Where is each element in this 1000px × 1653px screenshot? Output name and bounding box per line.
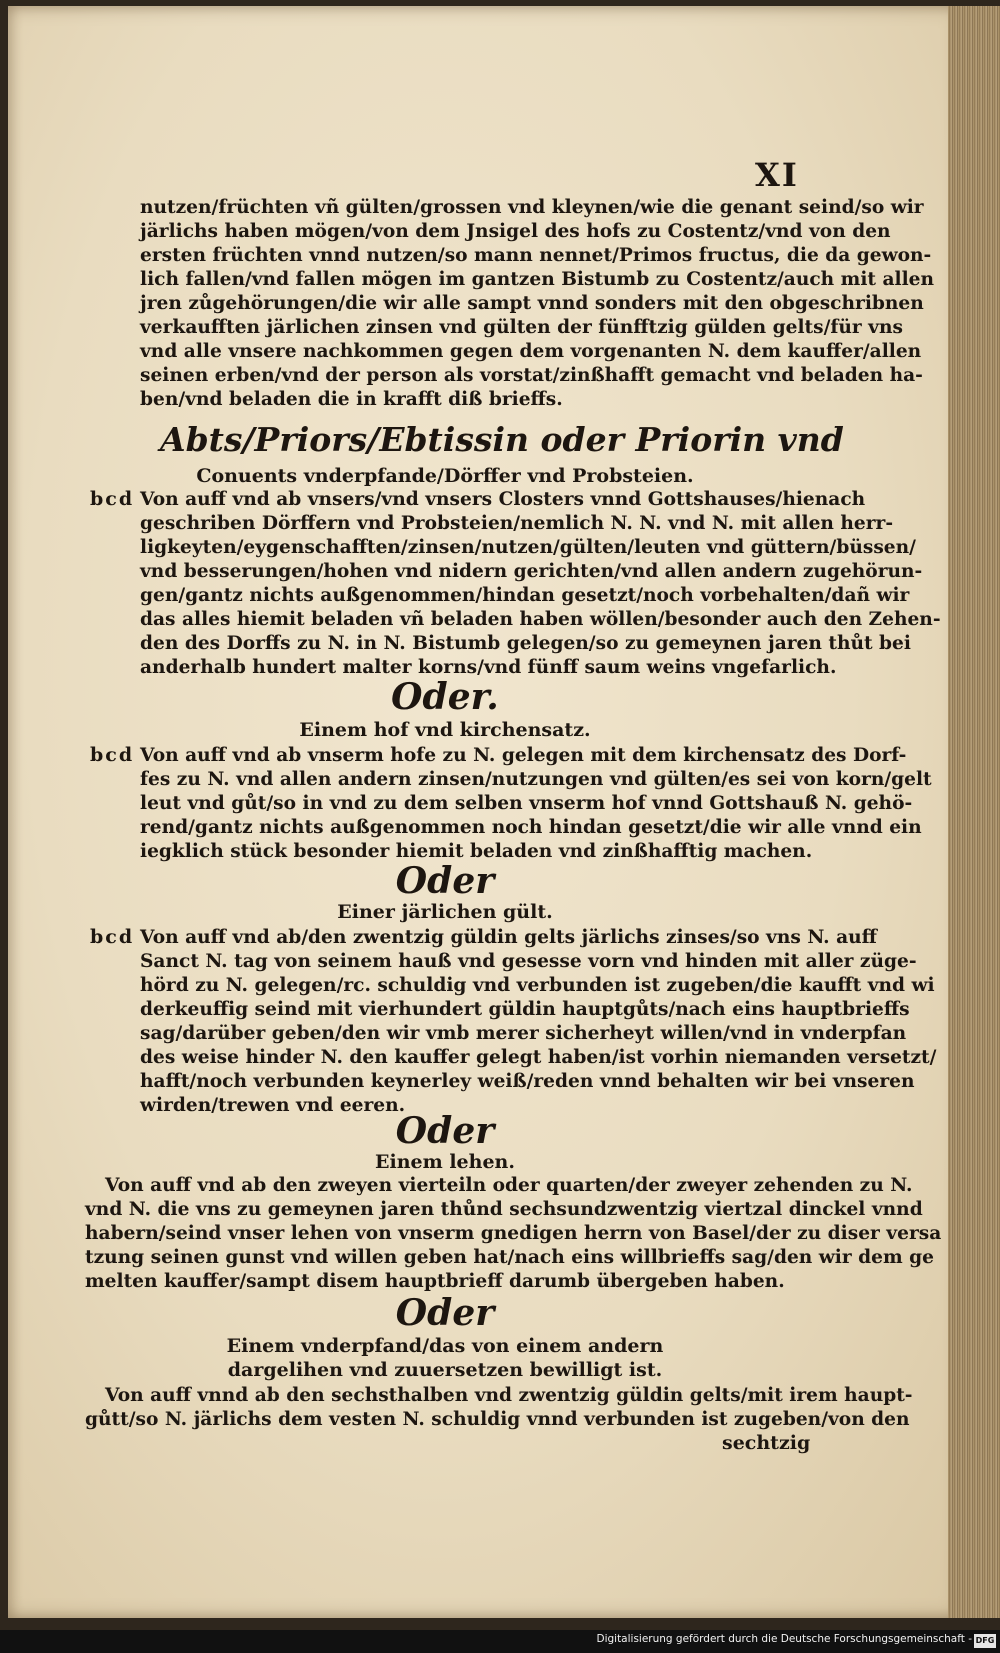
text-line: hörd zu N. gelegen/rc. schuldig vnd verbunden ist zugeben/die kaufft vnd wi xyxy=(140,975,935,996)
text-line: Von auff vnd ab/den zwentzig güldin gelts järlichs zinses/so vns N. auff xyxy=(140,927,877,948)
section-subheading: Conuents vnderpfande/Dörffer vnd Probsteien. xyxy=(196,465,694,487)
text-line: vnd N. die vns zu gemeynen jaren thůnd sechsundzwentzig viertzal dinckel vnnd xyxy=(85,1199,923,1220)
text-line: gen/gantz nichts außgenommen/hindan gesetzt/noch vorbehalten/dañ wir xyxy=(140,585,910,606)
section-subheading: Einem vnderpfand/das von einem andern xyxy=(226,1335,664,1357)
text-line: sag/darüber geben/den wir vmb merer sicherheyt willen/vnd in vnderpfan xyxy=(140,1023,907,1044)
oder-heading: Oder xyxy=(395,860,495,902)
text-line: fes zu N. vnd allen andern zinsen/nutzungen vnd gülten/es sei von korn/gelt xyxy=(140,769,932,790)
oder-heading: Oder xyxy=(395,1110,495,1152)
digitization-footer xyxy=(0,1630,1000,1653)
text-line: derkeuffig seind mit vierhundert güldin hauptgůts/nach eins hauptbrieffs xyxy=(140,999,910,1020)
text-line: Von auff vnd ab den zweyen vierteiln oder quarten/der zweyer zehenden zu N. xyxy=(105,1175,913,1196)
text-line: nutzen/früchten vñ gülten/grossen vnd kleynen/wie die genant seind/so wir xyxy=(140,197,924,218)
text-line: järlichs haben mögen/von dem Jnsigel des hofs zu Costentz/vnd von den xyxy=(140,221,891,242)
text-line: ligkeyten/eygenschafften/zinsen/nutzen/gülten/leuten vnd güttern/büssen/ xyxy=(140,537,916,558)
dfg-credit-text: Digitalisierung gefördert durch die Deutsche Forschungsgemeinschaft - xyxy=(596,1633,972,1645)
text-line: wirden/trewen vnd eeren. xyxy=(140,1095,406,1116)
text-line: tzung seinen gunst vnd willen geben hat/nach eins willbrieffs sag/den wir dem ge xyxy=(85,1247,934,1268)
text-line: Von auff vnd ab vnserm hofe zu N. gelegen mit dem kirchensatz des Dorf- xyxy=(140,745,907,766)
text-line: das alles hiemit beladen vñ beladen haben wöllen/besonder auch den Zehen- xyxy=(140,609,941,630)
section-subheading: Einem hof vnd kirchensatz. xyxy=(299,719,591,741)
margin-marker: bcd xyxy=(90,926,135,948)
text-line: lich fallen/vnd fallen mögen im gantzen Bistumb zu Costentz/auch mit allen xyxy=(140,269,934,290)
text-line: habern/seind vnser lehen von vnserm gnedigen herrn von Basel/der zu diser versa xyxy=(85,1223,942,1244)
section-heading: Abts/Priors/Ebtissin oder Priorin vnd xyxy=(160,420,844,459)
section-subheading: dargelihen vnd zuuersetzen bewilligt ist. xyxy=(227,1359,663,1381)
text-line: seinen erben/vnd der person als vorstat/zinßhafft gemacht vnd beladen ha- xyxy=(140,365,923,386)
text-line: geschriben Dörffern vnd Probsteien/nemlich N. N. vnd N. mit allen herr- xyxy=(140,513,894,534)
margin-marker: bcd xyxy=(90,744,135,766)
oder-heading: Oder xyxy=(395,1292,495,1334)
dfg-logo: DFG xyxy=(974,1634,996,1648)
page-edges xyxy=(948,6,1000,1618)
margin-marker: bcd xyxy=(90,488,135,510)
section-subheading: Einem lehen. xyxy=(375,1151,515,1173)
text-line: ben/vnd beladen die in krafft diß brieffs. xyxy=(140,389,563,410)
text-line: leut vnd gůt/so in vnd zu dem selben vnserm hof vnnd Gottshauß N. gehö- xyxy=(140,793,913,814)
text-line: iegklich stück besonder hiemit beladen vnd zinßhafftig machen. xyxy=(140,841,813,862)
text-line: rend/gantz nichts außgenommen noch hindan gesetzt/die wir alle vnnd ein xyxy=(140,817,922,838)
text-line: des weise hinder N. den kauffer gelegt haben/ist vorhin niemanden versetzt/ xyxy=(140,1047,937,1068)
oder-heading: Oder. xyxy=(391,676,499,718)
text-line: Von auff vnd ab vnsers/vnd vnsers Closters vnnd Gottshauses/hienach xyxy=(140,489,866,510)
text-line: den des Dorffs zu N. in N. Bistumb gelegen/so zu gemeynen jaren thůt bei xyxy=(140,633,911,654)
text-line: jren zůgehörungen/die wir alle sampt vnnd sonders mit den obgeschribnen xyxy=(140,293,924,314)
text-line: Sanct N. tag von seinem hauß vnd gesesse vorn vnd hinden mit aller züge- xyxy=(140,951,917,972)
text-line: vnd besserungen/hohen vnd nidern gerichten/vnd allen andern zugehörun- xyxy=(140,561,923,582)
text-line: vnd alle vnsere nachkommen gegen dem vorgenanten N. dem kauffer/allen xyxy=(140,341,922,362)
text-line: gůtt/so N. järlichs dem vesten N. schuldig vnnd verbunden ist zugeben/von den xyxy=(85,1409,910,1430)
text-line: hafft/noch verbunden keynerley weiß/reden vnnd behalten wir bei vnseren xyxy=(140,1071,915,1092)
catchword: sechtzig xyxy=(722,1432,811,1454)
folio-number: XI xyxy=(755,156,799,194)
text-line: Von auff vnnd ab den sechsthalben vnd zwentzig güldin gelts/mit irem haupt- xyxy=(105,1385,913,1406)
text-line: melten kauffer/sampt disem hauptbrieff darumb übergeben haben. xyxy=(85,1271,785,1292)
section-subheading: Einer järlichen gült. xyxy=(337,901,553,923)
text-line: ersten früchten vnnd nutzen/so mann nennet/Primos fructus, die da gewon- xyxy=(140,245,932,266)
text-line: verkaufften järlichen zinsen vnd gülten der fünfftzig gülden gelts/für vns xyxy=(140,317,903,338)
text-line: anderhalb hundert malter korns/vnd fünff saum weins vngefarlich. xyxy=(140,657,837,678)
